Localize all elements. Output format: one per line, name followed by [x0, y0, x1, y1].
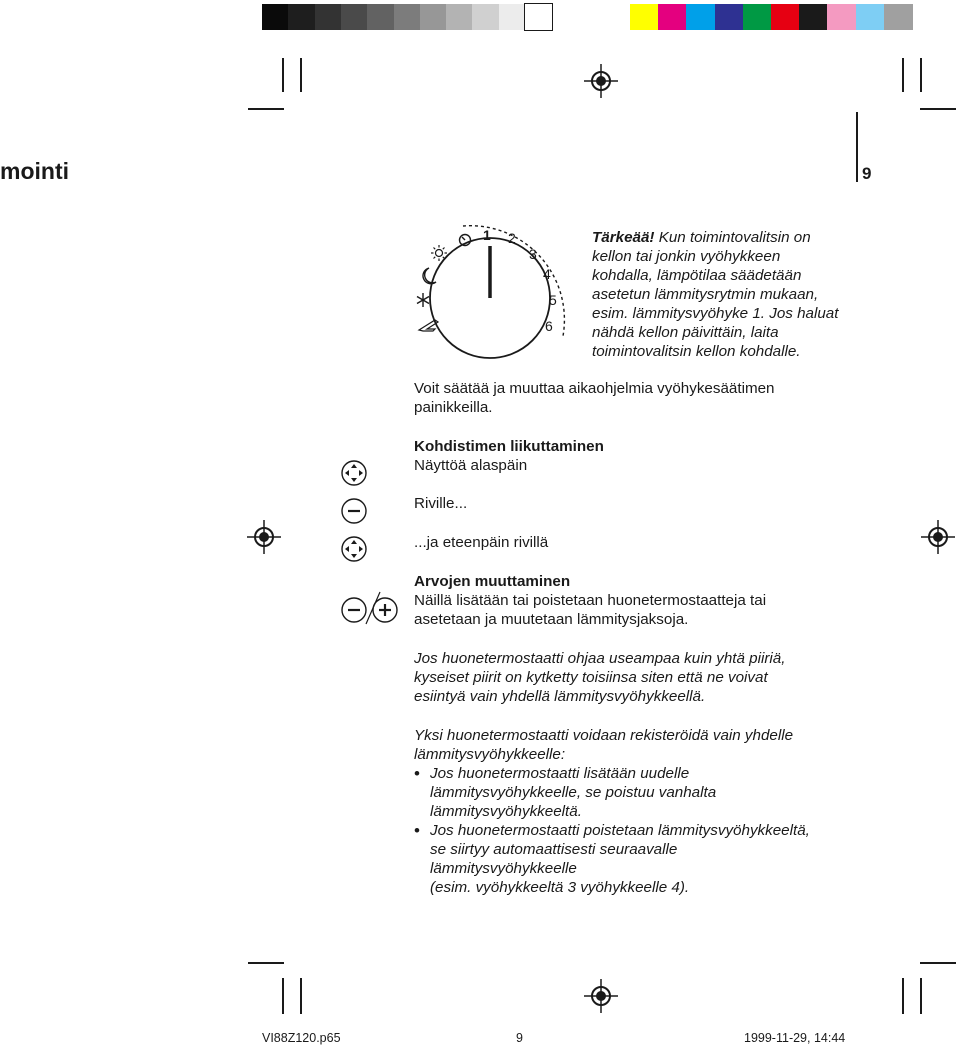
minus-plus-buttons-icon — [338, 590, 400, 626]
registration-mark-top — [584, 64, 618, 98]
color-swatch — [630, 4, 659, 30]
footer-date: 1999-11-29, 14:44 — [744, 1031, 846, 1045]
gray-swatch — [472, 4, 499, 30]
important-note-line-6: nähdä kellon päivittäin, laita — [592, 324, 779, 341]
minus-button-icon — [340, 497, 368, 525]
important-note-line-7: toimintovalitsin kellon kohdalle. — [592, 343, 801, 360]
registration-mark-bottom — [584, 979, 618, 1013]
dial-number-5: 5 — [549, 292, 557, 308]
cursor-line-scroll: Näyttöä alaspäin — [414, 457, 528, 474]
bullet-2-line-3: lämmitysvyöhykkeelle — [430, 860, 577, 877]
color-swatch — [856, 4, 885, 30]
important-note-line-5: esim. lämmitysvyöhyke 1. Jos haluat — [592, 305, 839, 322]
important-note-line-3: kohdalla, lämpötilaa säädetään — [592, 267, 802, 284]
registration-mark-right — [921, 520, 955, 554]
color-swatch — [827, 4, 856, 30]
gray-swatch — [394, 4, 421, 30]
footer-filename: VI88Z120.p65 — [262, 1031, 341, 1045]
dial-number-4: 4 — [543, 266, 551, 282]
snowflake-icon — [417, 293, 429, 307]
dial-number-3: 3 — [529, 246, 537, 262]
gray-swatch — [262, 4, 289, 30]
registration-mark-left — [247, 520, 281, 554]
bullet-2-line-2: se siirtyy automaattisesti seuraavalle — [430, 841, 678, 858]
color-swatch — [743, 4, 772, 30]
color-swatch — [884, 4, 913, 30]
important-note-line-4: asetetun lämmitysrytmin mukaan, — [592, 286, 819, 303]
page-number: 9 — [862, 164, 872, 183]
bullet-2-line-4: (esim. vyöhykkeeltä 3 vyöhykkeelle 4). — [430, 879, 690, 896]
footer-page: 9 — [516, 1031, 523, 1045]
values-heading: Arvojen muuttaminen — [414, 573, 571, 590]
multi-circuit-line-3: esiintyä vain yhdellä lämmitysvyöhykkeellä. — [414, 688, 706, 705]
important-note-line-1: Tärkeää! Kun toimintovalitsin on — [592, 229, 811, 246]
color-swatch — [686, 4, 715, 30]
values-line-1: Näillä lisätään tai poistetaan huonetermostaatteja tai — [414, 592, 767, 609]
gray-swatch — [420, 4, 447, 30]
color-swatch — [715, 4, 744, 30]
gray-swatch — [525, 4, 552, 30]
gray-swatch — [499, 4, 526, 30]
bullet-2-symbol: • — [414, 821, 420, 840]
register-line-2: lämmitysvyöhykkeelle: — [414, 746, 566, 763]
intro-line-2: painikkeilla. — [414, 399, 493, 416]
bullet-1-line-2: lämmitysvyöhykkeelle, se poistuu vanhalta — [430, 784, 717, 801]
intro-line-1: Voit säätää ja muuttaa aikaohjelmia vyöhykesäätimen — [414, 380, 775, 397]
selector-dial — [405, 218, 575, 368]
register-line-1: Yksi huonetermostaatti voidaan rekisteröidä vain yhdelle — [414, 727, 794, 744]
gray-swatch — [341, 4, 368, 30]
gray-swatch — [288, 4, 315, 30]
color-swatch — [771, 4, 800, 30]
cursor-heading: Kohdistimen liikuttaminen — [414, 438, 604, 455]
important-label: Tärkeää! — [592, 229, 655, 246]
color-swatch — [799, 4, 828, 30]
dial-number-1: 1 — [483, 227, 491, 243]
gray-swatch — [446, 4, 473, 30]
dial-number-2: 2 — [508, 230, 516, 246]
bullet-1-line-1: Jos huonetermostaatti lisätään uudelle — [430, 765, 690, 782]
important-note-line-2: kellon tai jonkin vyöhykkeen — [592, 248, 781, 265]
navigation-arrows-icon-2 — [340, 535, 368, 563]
section-title: mointi — [0, 158, 69, 184]
values-line-2: asetetaan ja muutetaan lämmitysjaksoja. — [414, 611, 689, 628]
multi-circuit-line-2: kyseiset piirit on kytketty toisiinsa siten että ne voivat — [414, 669, 768, 686]
dial-number-6: 6 — [545, 318, 553, 334]
cursor-line-forward: ...ja eteenpäin rivillä — [414, 534, 549, 551]
bullet-2-line-1: Jos huonetermostaatti poistetaan lämmitysvyöhykkeeltä, — [430, 822, 810, 839]
cursor-line-row: Riville... — [414, 495, 468, 512]
gray-swatch — [315, 4, 342, 30]
navigation-arrows-icon — [340, 459, 368, 487]
bullet-1-symbol: • — [414, 764, 420, 783]
multi-circuit-line-1: Jos huonetermostaatti ohjaa useampaa kuin yhtä piiriä, — [414, 650, 786, 667]
gray-swatch — [367, 4, 394, 30]
color-swatch — [658, 4, 687, 30]
bullet-1-line-3: lämmitysvyöhykkeeltä. — [430, 803, 582, 820]
